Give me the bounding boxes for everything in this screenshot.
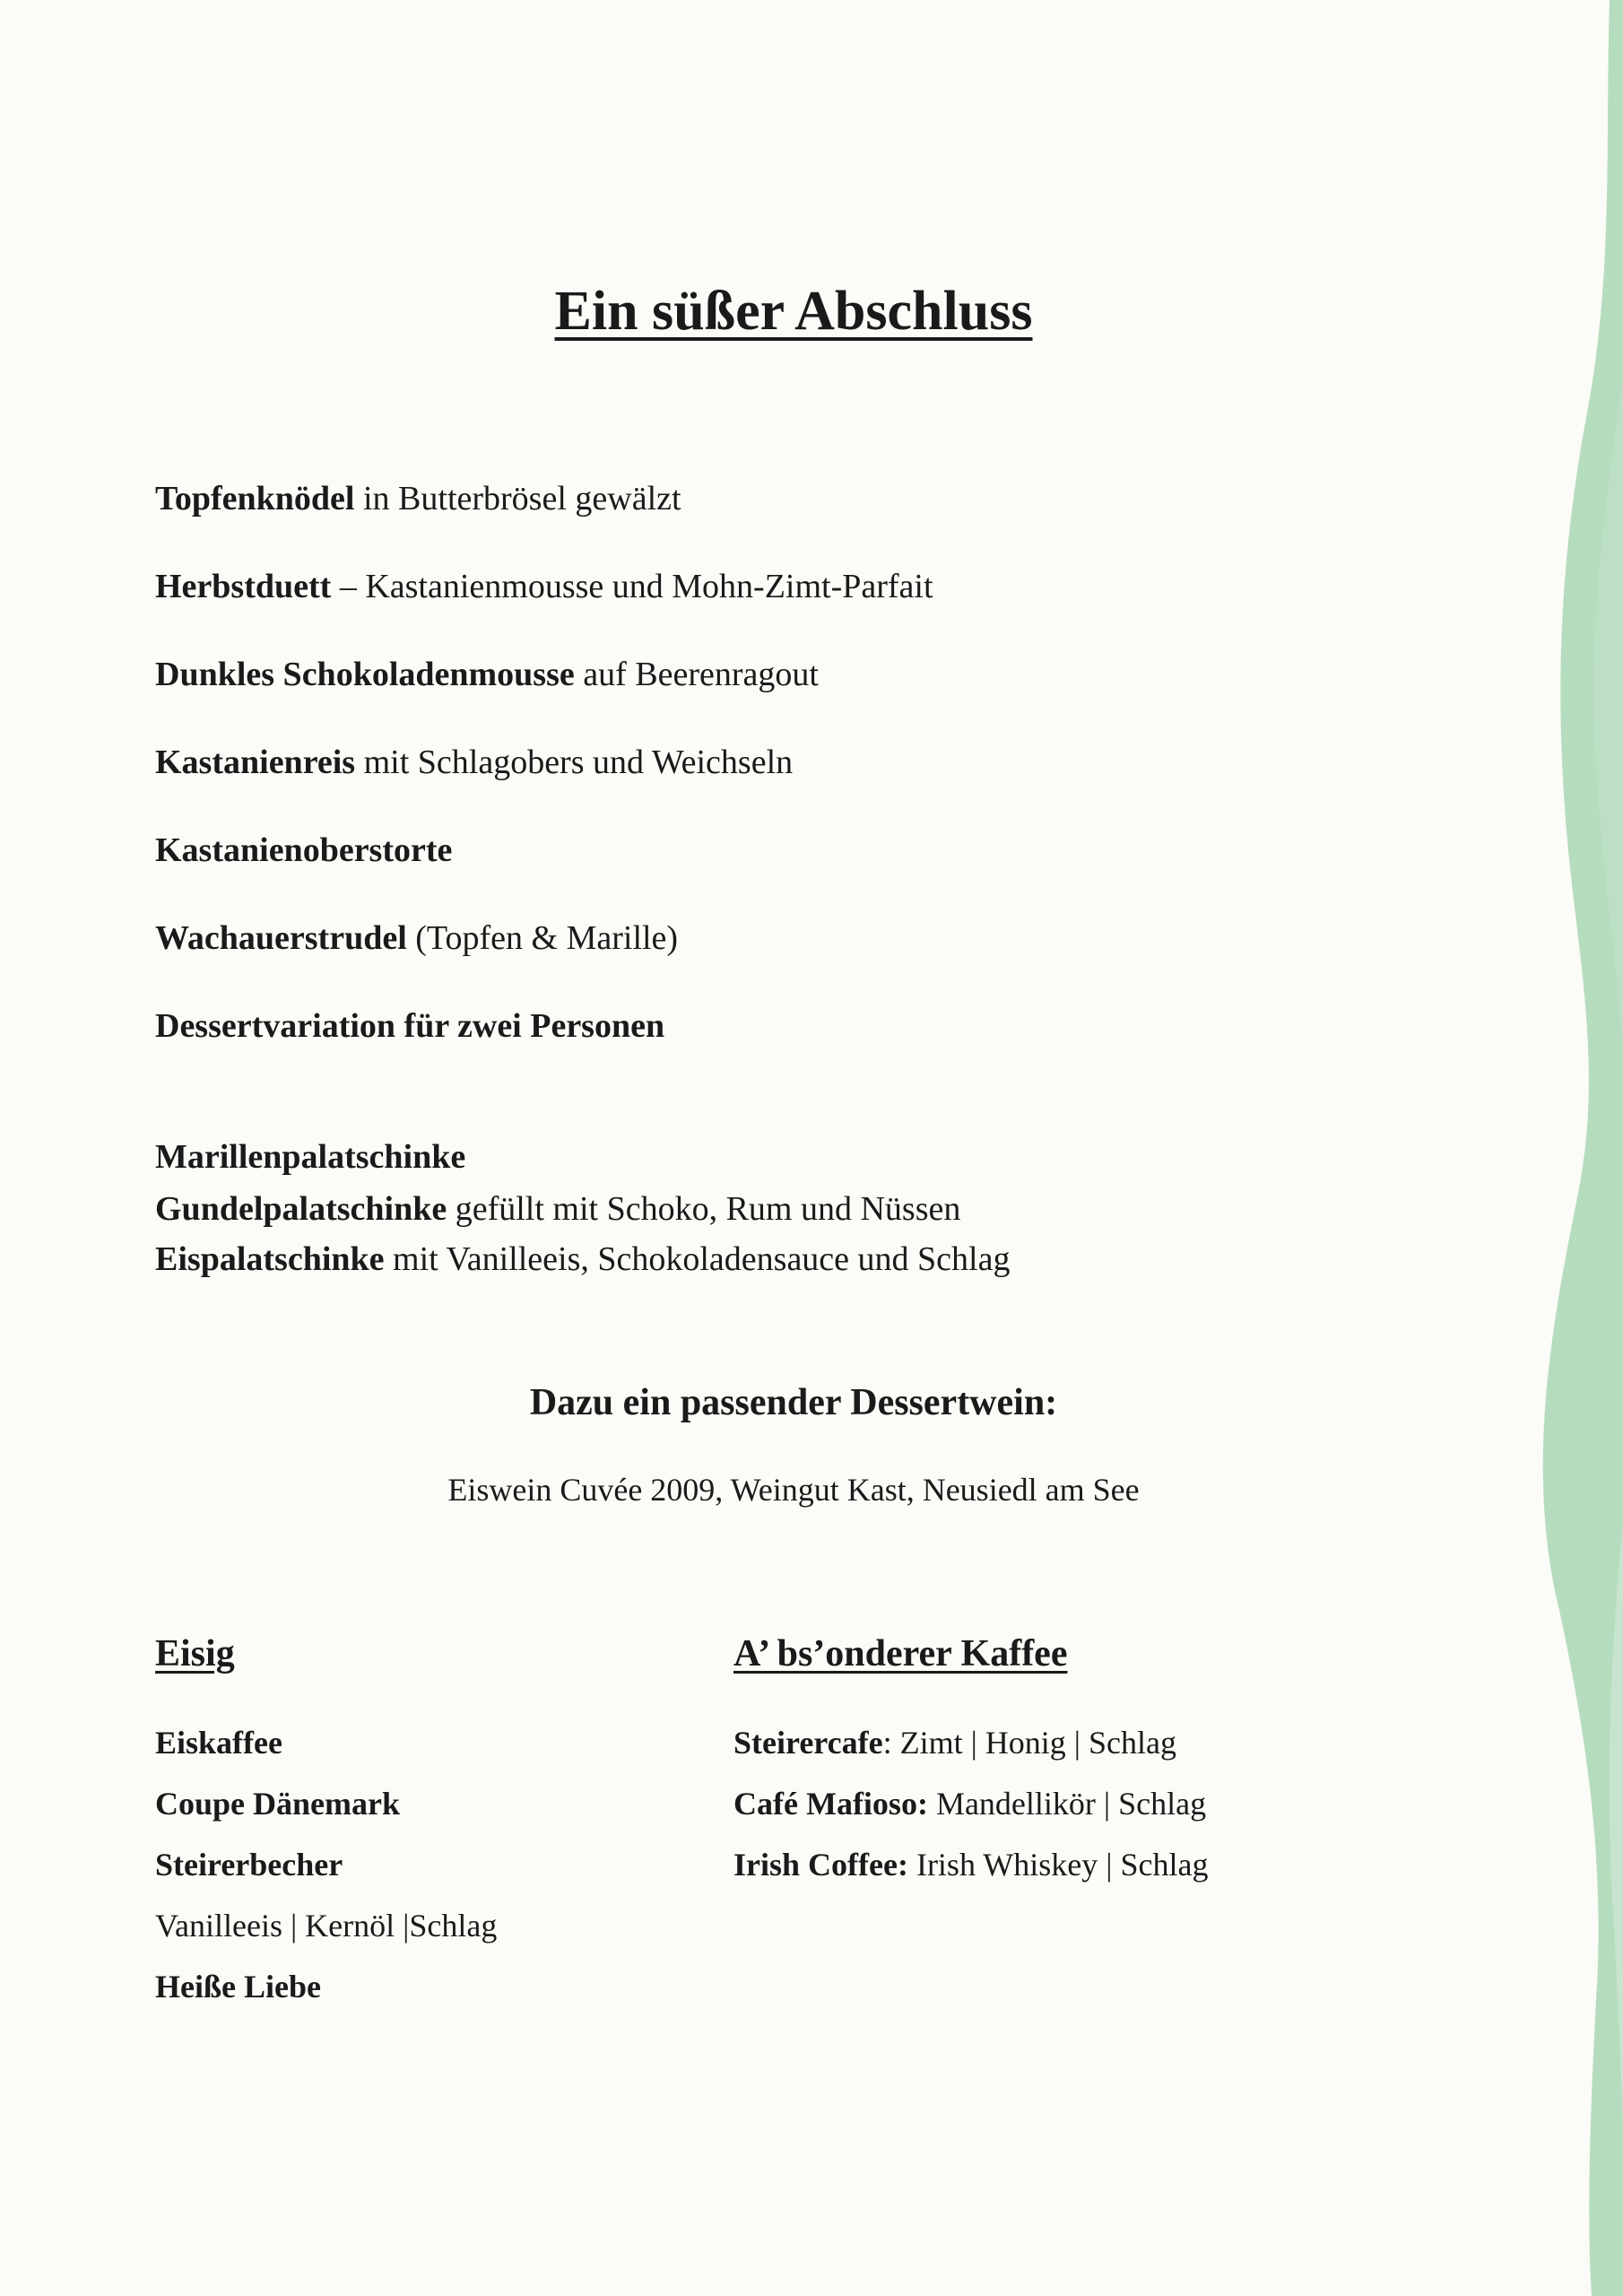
eisig-item-name: Steirerbecher: [155, 1847, 343, 1883]
dessert-item: [155, 743, 793, 782]
dessert-item: [155, 918, 678, 958]
palatschinke-name: Eispalatschinke: [155, 1240, 385, 1278]
kaffee-item: [733, 1846, 1208, 1883]
palatschinke-item: [155, 1137, 465, 1177]
eisig-item: [155, 1907, 497, 1944]
dessert-item: [155, 479, 681, 518]
eisig-heading: Eisig: [155, 1633, 235, 1674]
eisig-item-description: Vanilleeis | Kernöl |Schlag: [155, 1908, 498, 1944]
kaffee-item-description: Irish Whiskey | Schlag: [907, 1847, 1209, 1883]
dessert-description: – Kastanienmousse und Mohn-Zimt-Parfait: [331, 568, 933, 605]
palatschinke-name: Gundelpalatschinke: [155, 1190, 447, 1228]
dessert-item: [155, 655, 819, 694]
kaffee-item-description: Mandellikör | Schlag: [927, 1786, 1207, 1822]
kaffee-item-name: Irish Coffee:: [733, 1847, 908, 1883]
dessert-description: mit Schlagobers und Weichseln: [355, 744, 794, 781]
dessert-name: Kastanienoberstorte: [155, 831, 453, 869]
eisig-item: [155, 1846, 343, 1883]
kaffee-item: [733, 1724, 1176, 1761]
dessert-item: [155, 831, 452, 870]
dessert-description: auf Beerenragout: [574, 656, 819, 693]
kaffee-item-name: Steirercafe: [733, 1725, 883, 1761]
dessert-name: Wachauerstrudel: [155, 919, 407, 957]
palatschinke-description: mit Vanilleeis, Schokoladensauce und Schlag: [384, 1240, 1011, 1278]
eisig-item: [155, 1785, 400, 1822]
dessert-description: in Butterbrösel gewälzt: [354, 480, 681, 517]
dessert-name: Dunkles Schokoladenmousse: [155, 656, 575, 693]
page-title: Ein süßer Abschluss: [554, 281, 1033, 342]
palatschinke-name: Marillenpalatschinke: [155, 1138, 466, 1176]
palatschinke-item: [155, 1239, 1010, 1279]
wine-heading: Dazu ein passender Dessertwein:: [529, 1382, 1058, 1423]
kaffee-heading: A’ bs’onderer Kaffee: [733, 1633, 1068, 1674]
wine-text: Eiswein Cuvée 2009, Weingut Kast, Neusiedl am See: [447, 1472, 1140, 1508]
dessert-name: Dessertvariation für zwei Personen: [155, 1007, 665, 1045]
kaffee-item-description: : Zimt | Honig | Schlag: [882, 1725, 1176, 1761]
kaffee-item: [733, 1785, 1206, 1822]
dessert-name: Herbstduett: [155, 568, 332, 605]
palatschinke-item: [155, 1189, 960, 1229]
dessert-name: Topfenknödel: [155, 480, 355, 517]
eisig-item: [155, 1968, 321, 2005]
dessert-item: [155, 567, 933, 606]
dessert-item: [155, 1006, 664, 1046]
eisig-item-name: Coupe Dänemark: [155, 1786, 401, 1822]
dessert-description: (Topfen & Marille): [406, 919, 679, 957]
eisig-item: [155, 1724, 282, 1761]
kaffee-item-name: Café Mafioso:: [733, 1786, 928, 1822]
dessert-name: Kastanienreis: [155, 744, 356, 781]
eisig-item-name: Heiße Liebe: [155, 1969, 321, 2005]
palatschinke-description: gefüllt mit Schoko, Rum und Nüssen: [447, 1190, 961, 1228]
eisig-item-name: Eiskaffee: [155, 1725, 282, 1761]
